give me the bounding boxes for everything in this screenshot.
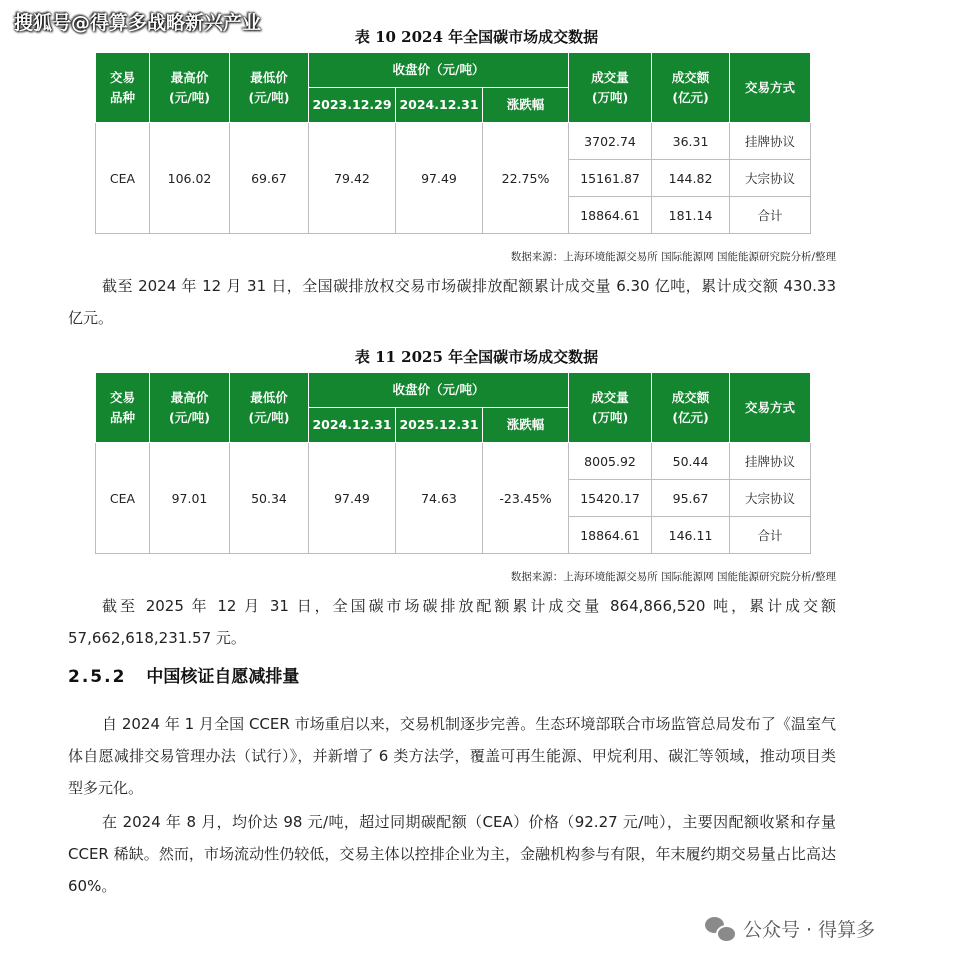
section-heading (68, 662, 299, 687)
cell-change: -23.45% (483, 443, 569, 554)
cell-amount: 146.11 (652, 517, 730, 554)
wechat-icon (705, 917, 735, 941)
cell-method: 合计 (730, 197, 811, 234)
cell-volume: 15161.87 (569, 160, 652, 197)
header-volume: 成交量 (万吨) (569, 53, 652, 123)
table10-source: 数据来源：上海环境能源交易所 国际能源网 国能能源研究院分析/整理 (510, 251, 836, 263)
header-variety: 交易 品种 (96, 373, 150, 443)
cell-volume: 15420.17 (569, 480, 652, 517)
cell-volume: 18864.61 (569, 517, 652, 554)
cell-volume: 18864.61 (569, 197, 652, 234)
cell-volume: 3702.74 (569, 123, 652, 160)
cell-low: 50.34 (230, 443, 309, 554)
cell-amount: 181.14 (652, 197, 730, 234)
table-row (96, 123, 811, 160)
header-low: 最低价 (元/吨) (230, 53, 309, 123)
cell-amount: 95.67 (652, 480, 730, 517)
header-change: 涨跌幅 (483, 408, 569, 443)
cell-low: 69.67 (230, 123, 309, 234)
header-close-date1: 2023.12.29 (309, 88, 396, 123)
cell-change: 22.75% (483, 123, 569, 234)
cell-method: 大宗协议 (730, 480, 811, 517)
header-low: 最低价 (元/吨) (230, 373, 309, 443)
header-method: 交易方式 (730, 53, 811, 123)
cell-variety: CEA (96, 443, 150, 554)
cell-amount: 144.82 (652, 160, 730, 197)
wechat-brand (705, 915, 875, 942)
paragraph-2: 截至 2025 年 12 月 31 日，全国碳市场碳排放配额累计成交量 864,866,520 吨，累计成交额 57,662,618,231.57 元。 (68, 597, 836, 647)
table11-caption: 表 11 2025 年全国碳市场成交数据 (354, 348, 599, 366)
cell-high: 106.02 (150, 123, 230, 234)
section-title: 中国核证自愿减排量 (146, 667, 300, 687)
header-amount: 成交额 (亿元) (652, 53, 730, 123)
cell-high: 97.01 (150, 443, 230, 554)
header-close-date2: 2024.12.31 (396, 88, 483, 123)
table10 (95, 52, 811, 234)
cell-variety: CEA (96, 123, 150, 234)
cell-method: 大宗协议 (730, 160, 811, 197)
table11-source: 数据来源：上海环境能源交易所 国际能源网 国能能源研究院分析/整理 (510, 571, 836, 583)
cell-close-date1: 97.49 (309, 443, 396, 554)
header-close: 收盘价（元/吨） (309, 53, 569, 88)
cell-amount: 36.31 (652, 123, 730, 160)
cell-close-date2: 74.63 (396, 443, 483, 554)
header-high: 最高价 (元/吨) (150, 373, 230, 443)
header-variety: 交易 品种 (96, 53, 150, 123)
header-close-date2: 2025.12.31 (396, 408, 483, 443)
header-volume: 成交量 (万吨) (569, 373, 652, 443)
brand-label: 公众号 · 得算多 (743, 919, 876, 941)
header-change: 涨跌幅 (483, 88, 569, 123)
cell-close-date2: 97.49 (396, 123, 483, 234)
header-method: 交易方式 (730, 373, 811, 443)
cell-method: 挂牌协议 (730, 123, 811, 160)
cell-volume: 8005.92 (569, 443, 652, 480)
section-number: 2.5.2 (68, 667, 127, 687)
cell-close-date1: 79.42 (309, 123, 396, 234)
cell-amount: 50.44 (652, 443, 730, 480)
cell-method: 合计 (730, 517, 811, 554)
table10-caption: 表 10 2024 年全国碳市场成交数据 (354, 28, 599, 46)
cell-method: 挂牌协议 (730, 443, 811, 480)
header-amount: 成交额 (亿元) (652, 373, 730, 443)
paragraph-4: 在 2024 年 8 月，均价达 98 元/吨，超过同期碳配额（CEA）价格（92.27 元/吨），主要因配额收紧和存量 CCER 稀缺。然而，市场流动性仍较低，交易主体以控排企业为主，金融机构参与有限，年末履约期交易量占比高达 60%。 (68, 813, 836, 895)
paragraph-3: 自 2024 年 1 月全国 CCER 市场重启以来，交易机制逐步完善。生态环境部联合市场监管总局发布了《温室气体自愿减排交易管理办法（试行）》，并新增了 6 类方法学，覆盖可再生能源、甲烷利用、碳汇等领域，推动项目类型多元化。 (68, 715, 836, 797)
table11 (95, 372, 811, 554)
header-close-date1: 2024.12.31 (309, 408, 396, 443)
table-row (96, 443, 811, 480)
watermark: 搜狐号@得算多战略新兴产业 (14, 12, 262, 34)
paragraph-1: 截至 2024 年 12 月 31 日，全国碳排放权交易市场碳排放配额累计成交量 6.30 亿吨，累计成交额 430.33 亿元。 (68, 277, 836, 327)
header-high: 最高价 (元/吨) (150, 53, 230, 123)
header-close: 收盘价（元/吨） (309, 373, 569, 408)
